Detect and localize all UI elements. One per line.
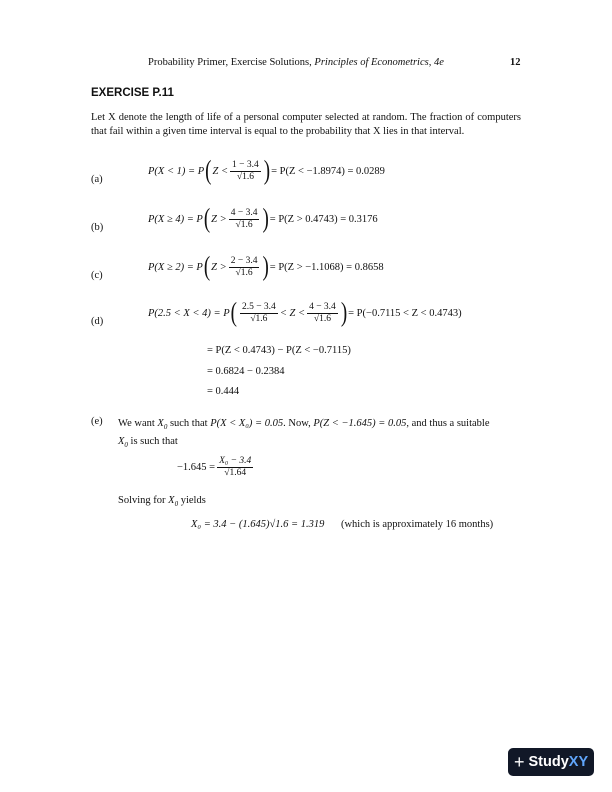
- badge-brand: StudyXY: [528, 754, 589, 770]
- part-b-equation: P(X ≥ 4) = P ( Z > $\frac{4 - 3.4}{√1.6}$ ) = P(Z > 0.4743) = 0.3176: [148, 203, 378, 234]
- part-e-line-1: We want $X_0$ such that P(X < X₀) = 0.05. Now, P(Z < −1.645) = 0.05, and thus a suitable: [118, 418, 490, 431]
- part-a-fraction: $\frac{1 - 3.4}{√1.6}$: [232, 160, 259, 182]
- part-e-line-3: Solving for $X_0$ yields: [118, 495, 206, 508]
- exercise-title: EXERCISE P.11: [91, 87, 174, 99]
- running-header: [148, 57, 444, 68]
- header-text: Probability Primer, Exercise Solutions,: [148, 57, 315, 68]
- part-d-fraction-1: $\frac{2.5 - 3.4}{√1.6}$: [241, 302, 276, 324]
- part-a-label: (a): [91, 174, 103, 185]
- part-d-line-4: = 0.444: [207, 386, 240, 397]
- part-b-label: (b): [91, 222, 104, 233]
- part-d-equation: P(2.5 < X < 4) = P ( $\frac{2.5 - 3.4}{√1.6}$ < Z < $\frac{4 - 3.4}{√1.6}$ ) = P(−0.7115 < Z < 0.4743): [148, 297, 462, 328]
- part-e-fraction: $\frac{\text{X₀ − 3.4}}{√1.64}$: [219, 456, 252, 478]
- part-e-line-2: $X_0$ is such that: [118, 436, 178, 449]
- part-e-label: (e): [91, 416, 103, 427]
- part-c-equation: P(X ≥ 2) = P ( Z > $\frac{2 - 3.4}{√1.6}$ ) = P(Z > −1.1068) = 0.8658: [148, 251, 384, 282]
- part-c-label: (c): [91, 270, 103, 281]
- part-d-fraction-2: $\frac{4 - 3.4}{√1.6}$: [309, 302, 336, 324]
- part-c-fraction: $\frac{2 - 3.4}{√1.6}$: [230, 256, 258, 278]
- part-b-fraction: $\frac{4 - 3.4}{√1.6}$: [230, 208, 258, 230]
- part-d-line-2: = P(Z < 0.4743) − P(Z < −0.7115): [207, 345, 351, 356]
- part-d-label: (d): [91, 316, 104, 327]
- studyxy-badge[interactable]: [508, 748, 594, 776]
- part-d-line-3: = 0.6824 − 0.2384: [207, 366, 285, 377]
- part-a-equation: P(X < 1) = P ( Z < $\frac{1 - 3.4}{√1.6}$ ) = P(Z < −1.8974) = 0.0289: [148, 155, 385, 186]
- intro-paragraph: Let X denote the length of life of a personal computer selected at random. The fraction of computers that fail within a given time interval is equal to the probability that X lies in that interval.: [91, 112, 521, 137]
- header-book-title: Principles of Econometrics, 4e: [314, 57, 444, 68]
- part-e-equation: −1.645 = $\frac{\text{X₀ − 3.4}}{√1.64}$: [177, 456, 252, 478]
- page-number: 12: [510, 57, 521, 68]
- plus-icon: +: [514, 751, 525, 772]
- part-e-result: X₀ = 3.4 − (1.645)√1.6 = 1.319 (which is approximately 16 months): [191, 519, 494, 530]
